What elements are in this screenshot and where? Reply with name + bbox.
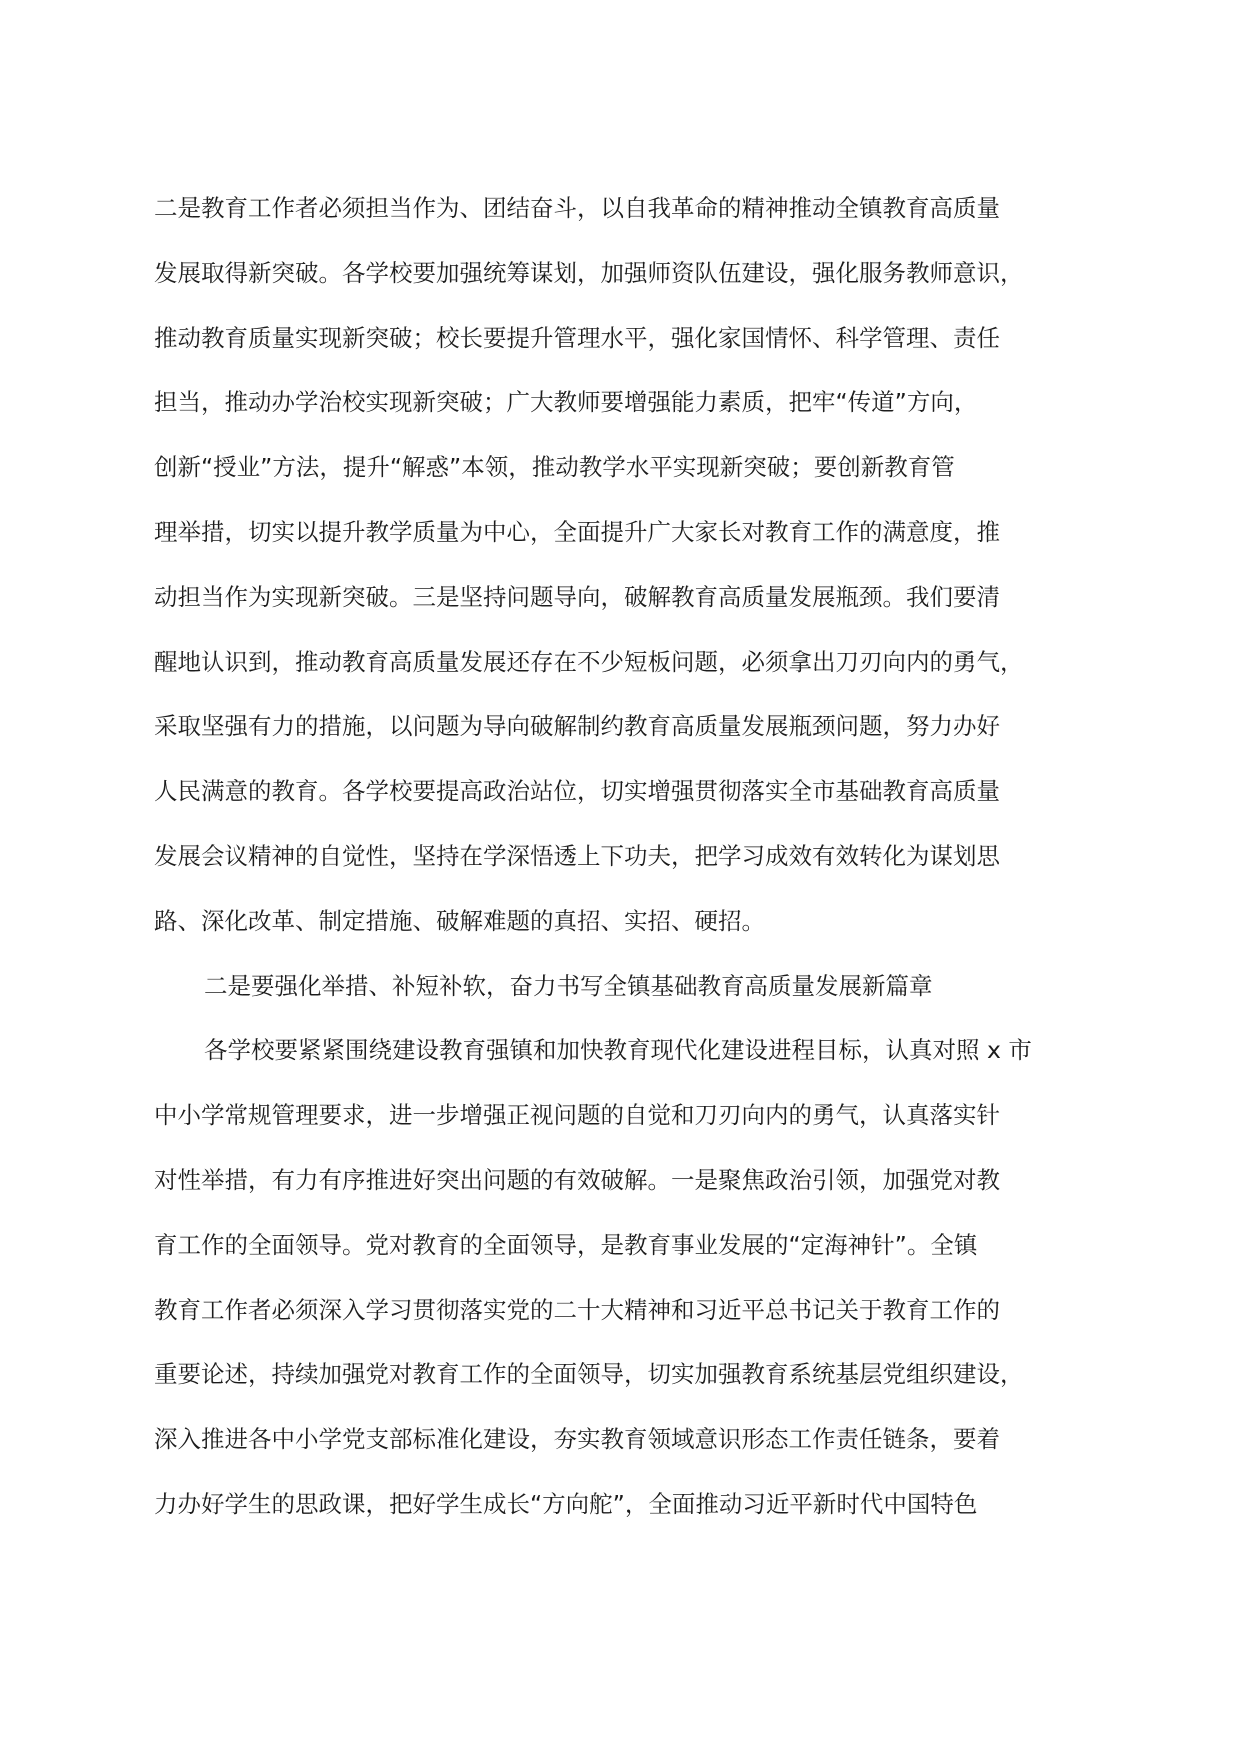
text-line: 发展会议精神的自觉性，坚持在学深悟透上下功夫，把学习成效有效转化为谋划思 (154, 841, 1000, 870)
text-line: 重要论述，持续加强党对教育工作的全面领导，切实加强教育系统基层党组织建设， (154, 1360, 1024, 1389)
text-line: 推动教育质量实现新突破；校长要提升管理水平，强化家国情怀、科学管理、责任 (154, 323, 1000, 352)
text-line: 创新“授业”方法，提升“解惑”本领，推动教学水平实现新突破；要创新教育管 (154, 453, 955, 482)
text-line: 动担当作为实现新突破。三是坚持问题导向，破解教育高质量发展瓶颈。我们要清 (154, 582, 1000, 611)
text-line: 深入推进各中小学党支部标准化建设，夯实教育领域意识形态工作责任链条，要着 (154, 1425, 1000, 1454)
text-line: 理举措，切实以提升教学质量为中心，全面提升广大家长对教育工作的满意度，推 (154, 517, 1000, 546)
text-line: 人民满意的教育。各学校要提高政治站位，切实增强贯彻落实全市基础教育高质量 (154, 777, 1000, 806)
text-line: 教育工作者必须深入学习贯彻落实党的二十大精神和习近平总书记关于教育工作的 (154, 1295, 1000, 1324)
text-line: 中小学常规管理要求，进一步增强正视问题的自觉和刀刃向内的勇气，认真落实针 (154, 1101, 1000, 1130)
text-line: 力办好学生的思政课，把好学生成长“方向舵”，全面推动习近平新时代中国特色 (154, 1489, 978, 1518)
text-line: 担当，推动办学治校实现新突破；广大教师要增强能力素质，把牢“传道”方向， (154, 388, 978, 417)
text-line: 二是教育工作者必须担当作为、团结奋斗，以自我革命的精神推动全镇教育高质量 (154, 194, 1000, 222)
text-line: 对性举措，有力有序推进好突出问题的有效破解。一是聚焦政治引领，加强党对教 (154, 1165, 1000, 1194)
paragraph-start-line: 二是要强化举措、补短补软，奋力书写全镇基础教育高质量发展新篇章 (204, 971, 933, 1000)
text-line: 采取坚强有力的措施，以问题为导向破解制约教育高质量发展瓶颈问题，努力办好 (154, 712, 1000, 741)
text-line: 发展取得新突破。各学校要加强统筹谋划，加强师资队伍建设，强化服务教师意识， (154, 258, 1024, 287)
text-line: 路、深化改革、制定措施、破解难题的真招、实招、硬招。 (154, 906, 765, 935)
text-line: 育工作的全面领导。党对教育的全面领导，是教育事业发展的“定海神针”。全镇 (154, 1230, 978, 1259)
paragraph-start-line: 各学校要紧紧围绕建设教育强镇和加快教育现代化建设进程目标，认真对照 x 市 (204, 1036, 1032, 1065)
document-body (154, 192, 1086, 1553)
text-line: 醒地认识到，推动教育高质量发展还存在不少短板问题，必须拿出刀刃向内的勇气， (154, 647, 1024, 676)
